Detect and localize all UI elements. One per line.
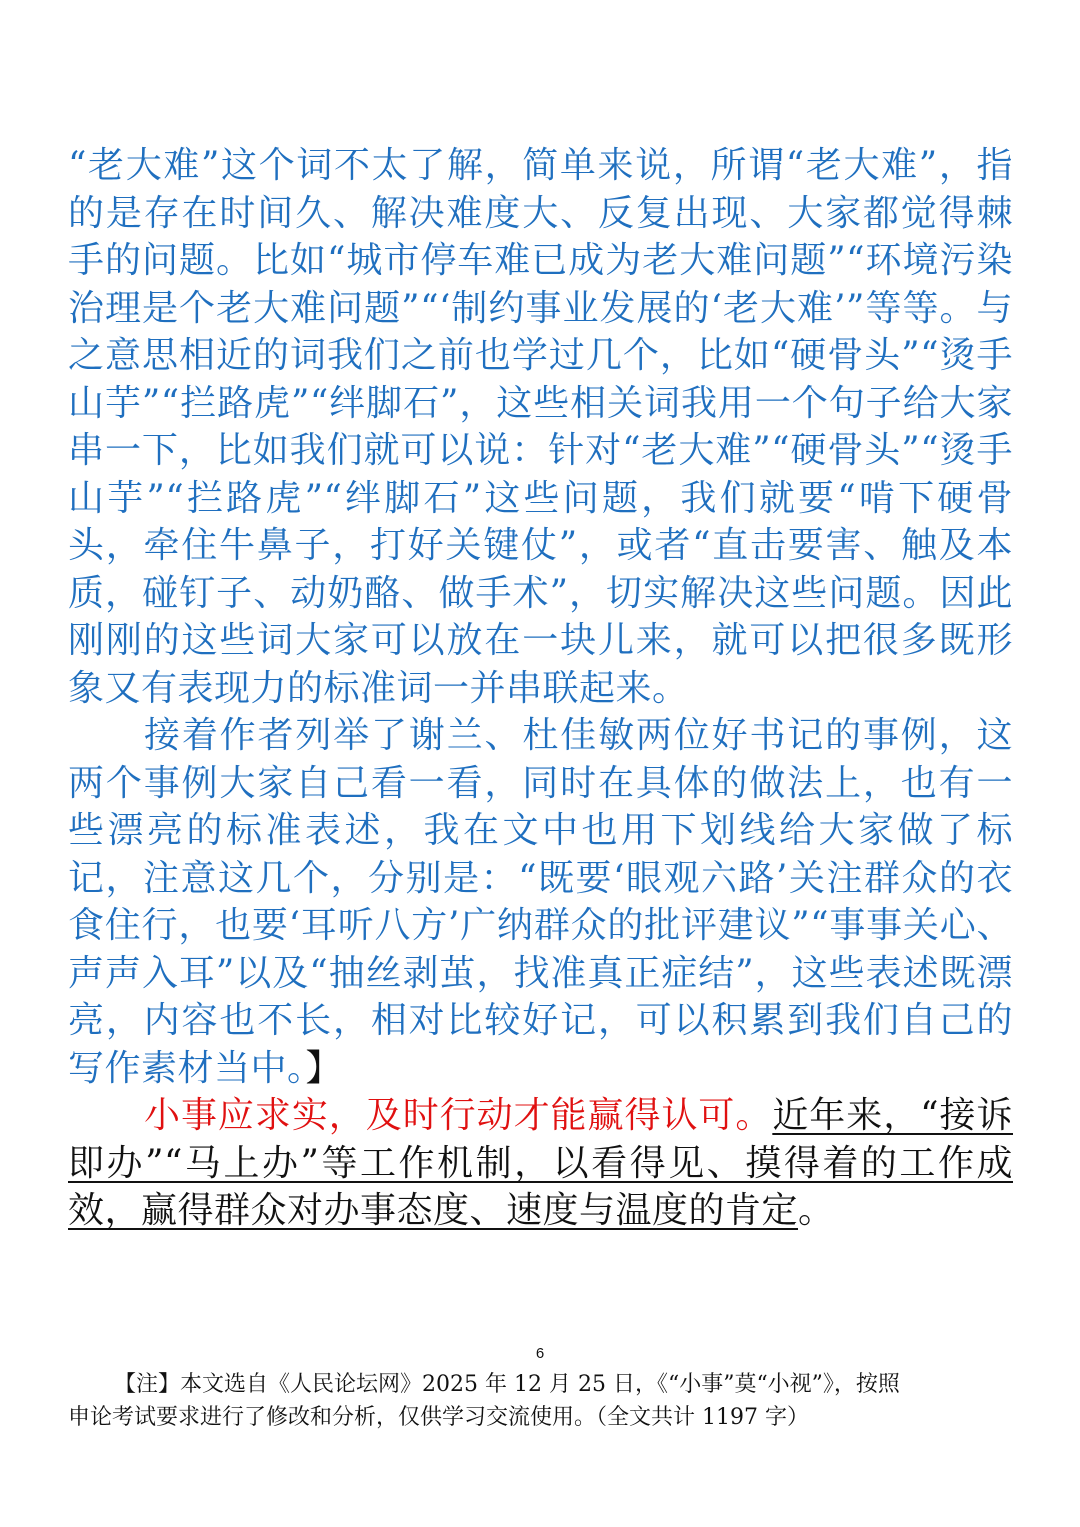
article-paragraph-end: 。	[798, 1190, 835, 1231]
footnote	[68, 1368, 1013, 1434]
analysis-paragraph-2-text: 接着作者列举了谢兰、杜佳敏两位好书记的事例，这两个事例大家自己看一看，同时在具体的做法上，也有一些漂亮的标准表述，我在文中也用下划线给大家做了标记，注意这几个，分别是：“既要‘眼观六路’关注群众的衣食住行，也要‘耳听八方’广纳群众的批评建议”“事事关心、声声入耳”以及“抽丝剥茧，找准真正症结”，这些表述既漂亮，内容也不长，相对比较好记，可以积累到我们自己的写作素材当中。	[68, 715, 1013, 1089]
analysis-paragraph-1-text: “老大难”这个词不太了解，简单来说，所谓“老大难”，指的是存在时间久、解决难度大、反复出现、大家都觉得棘手的问题。比如“城市停车难已成为老大难问题”“环境污染治理是个老大难问题”“‘制约事业发展的‘老大难’”等等。与之意思相近的词我们之前也学过几个，比如“硬骨头”“烫手山芋”“拦路虎”“绊脚石”，这些相关词我用一个句子给大家串一下，比如我们就可以说：针对“老大难”“硬骨头”“烫手山芋”“拦路虎”“绊脚石”这些问题，我们就要“啃下硬骨头，牵住牛鼻子，打好关键仗”，或者“直击要害、触及本质，碰钉子、动奶酪、做手术”，切实解决这些问题。因此刚刚的这些词大家可以放在一块儿来，就可以把很多既形象又有表现力的标准词一并串联起来。	[68, 145, 1013, 709]
analysis-paragraph-1	[68, 142, 1013, 712]
document-body	[68, 142, 1013, 1235]
page-number: 6	[535, 1345, 545, 1362]
article-paragraph	[68, 1092, 1013, 1235]
analysis-paragraph-2	[68, 712, 1013, 1092]
section-heading: 小事应求实，及时行动才能赢得认可。	[144, 1095, 773, 1136]
footnote-line-1: 【注】本文选自《人民论坛网》2025 年 12 月 25 日，《“小事”莫“小视”》，按照	[114, 1372, 900, 1397]
footnote-line-2: 申论考试要求进行了修改和分析，仅供学习交流使用。（全文共计 1197 字）	[68, 1405, 809, 1430]
closing-bracket: 】	[305, 1047, 343, 1089]
underlined-article-text: 近年来，“接诉即办”“马上办”等工作机制，以看得见、摸得着的工作成效，赢得群众对办事态度、速度与温度的肯定	[68, 1095, 1013, 1231]
